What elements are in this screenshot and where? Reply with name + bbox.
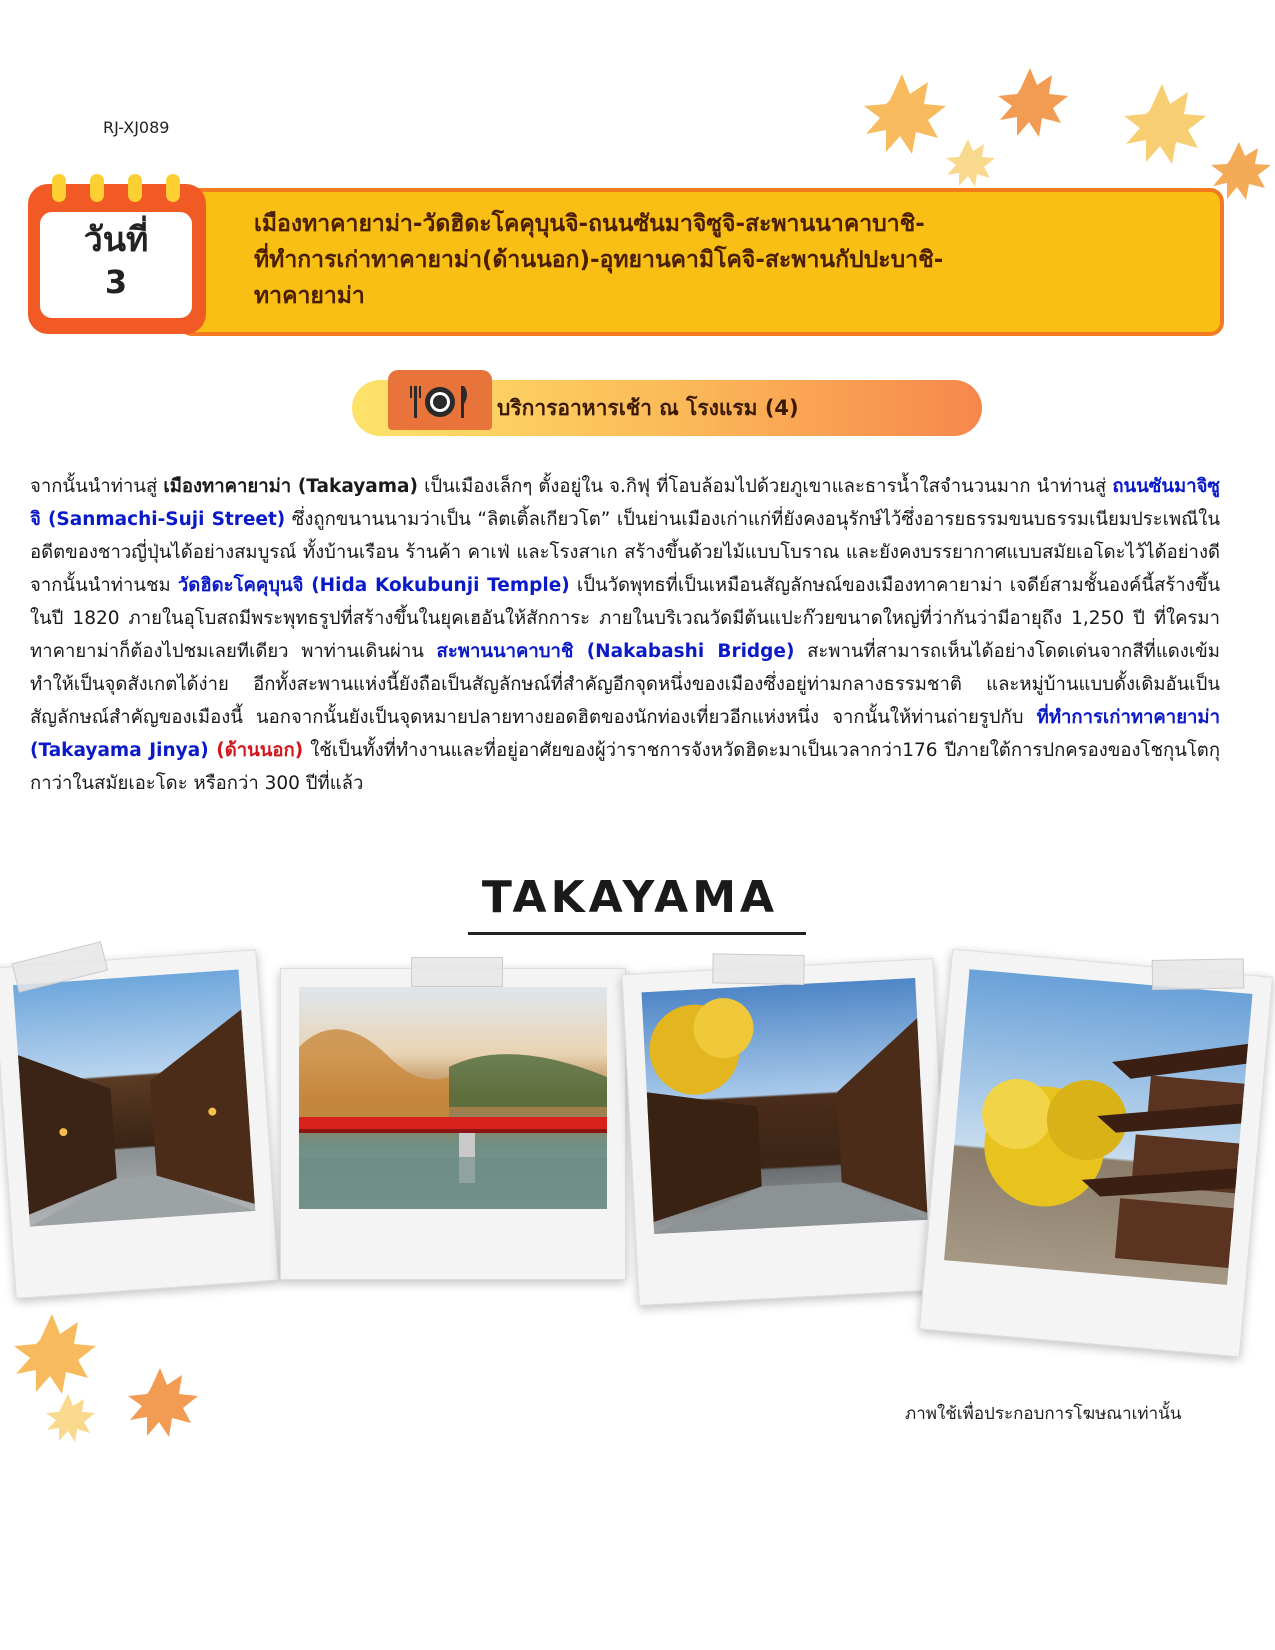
- outside-only-note: (ด้านนอก): [208, 740, 304, 761]
- photo-tape: [411, 957, 503, 987]
- place-sanmachi-suji: ถนนซันมาจิซูจิ (Sanmachi-Suji Street): [30, 476, 1220, 530]
- maple-leaves-bottom-left: [0, 1280, 260, 1450]
- day-banner: [28, 184, 1218, 336]
- day-title-line-3: ทาคายาม่า: [254, 283, 365, 309]
- day-description: [30, 470, 1220, 800]
- calendar-ring: [90, 174, 104, 202]
- plate-fork-knife-icon: [406, 382, 474, 422]
- photo-tape: [712, 953, 805, 985]
- calendar-icon: [28, 184, 206, 334]
- day-number: 3: [104, 263, 128, 301]
- day-title: [254, 206, 1114, 314]
- nakabashi-bridge-image: [299, 987, 607, 1209]
- photo-tape: [1152, 958, 1245, 990]
- body-text-segment: ซึ่งถูกขนานนามว่าเป็น “ลิตเติ้ลเกียวโต” เป็นย่านเมืองเก่าแก่ที่ยังคงอนุรักษ์ไว้ซึ่งอารยธรรมขนบธรรมเนียมประเพณีในอดีตของชาวญี่ปุ่นได้อย่างสมบูรณ์ ทั้งบ้านเรือน ร้านค้า คาเฟ่ และโรงสาเก สร้างขึ้นด้วยไม้แบบโบราณ และยังคงบรรยากาศแบบสมัยเอโดะไว้ได้อย่างดี จากนั้นนำท่านชม: [30, 509, 1220, 596]
- body-text-segment: เป็นเมืองเล็กๆ ตั้งอยู่ใน จ.กิฟุ ที่โอบล้อมไปด้วยภูเขาและธารน้ำใสจำนวนมาก นำท่านสู่: [418, 476, 1113, 497]
- place-hida-kokubunji: วัดฮิดะโคคุบุนจิ (Hida Kokubunji Temple): [177, 575, 570, 596]
- place-nakabashi-bridge: สะพานนาคาบาชิ (Nakabashi Bridge): [436, 641, 795, 662]
- photo-old-street: [0, 949, 279, 1299]
- day-label: วันที่: [83, 220, 149, 260]
- takayama-heading: TAKAYAMA: [481, 872, 779, 923]
- meal-text: บริการอาหารเช้า ณ โรงแรม (4): [497, 396, 799, 420]
- body-text-segment: สะพานที่สามารถเห็นได้อย่างโดดเด่นจากสีที่แดงเข้ม ทำให้เป็นจุดสังเกตได้ง่าย อีกทั้งสะพานแห่งนี้ยังถือเป็นสัญลักษณ์ที่สำคัญอีกจุดหนึ่งของเมืองซึ่งอยู่ท่ามกลางธรรมชาติ และหมู่บ้านแบบดั้งเดิมอันเป็นสัญลักษณ์สำคัญของเมืองนี้ นอกจากนั้นยังเป็นจุดหมายปลายทางยอดฮิตของนักท่องเที่ยวอีกแห่งหนึ่ง จากนั้นให้ท่านถ่ายรูปกับ: [30, 641, 1220, 728]
- place-takayama: เมืองทาคายาม่า (Takayama): [163, 476, 418, 497]
- calendar-ring: [52, 174, 66, 202]
- photo-ginkgo-street: [622, 958, 951, 1306]
- calendar-page: [40, 212, 192, 318]
- ginkgo-street-image: [641, 978, 927, 1234]
- calendar-ring: [166, 174, 180, 202]
- hida-kokubunji-image: [944, 969, 1252, 1285]
- photo-nakabashi-bridge: [280, 968, 626, 1280]
- tour-code: RJ-XJ089: [103, 118, 170, 137]
- heading-underline: [468, 932, 806, 935]
- calendar-ring: [128, 174, 142, 202]
- day-title-line-1: เมืองทาคายาม่า-วัดฮิดะโคคุบุนจิ-ถนนซันมาจิซูจิ-สะพานนาคาบาชิ-: [254, 211, 925, 237]
- photo-hida-kokubunji: [919, 949, 1273, 1358]
- place-takayama-jinya: ที่ทำการเก่าทาคายาม่า (Takayama Jinya): [30, 707, 1220, 761]
- body-text-segment: ใช้เป็นทั้งที่ทำงานและที่อยู่อาศัยของผู้ว่าราชการจังหวัดฮิดะมาเป็นเวลากว่า176 ปีภายใต้การปกครองของโชกุนโตกุกาว่าในสมัยเอะโดะ หรือกว่า 300 ปีที่แล้ว: [30, 740, 1221, 794]
- advertising-disclaimer: ภาพใช้เพื่อประกอบการโฆษณาเท่านั้น: [905, 1404, 1182, 1424]
- body-text-segment: เป็นวัดพุทธที่เป็นเหมือนสัญลักษณ์ของเมืองทาคายาม่า เจดีย์สามชั้นองค์นี้สร้างขึ้นในปี 1820 ภายในอุโบสถมีพระพุทธรูปที่สร้างขึ้นในยุคเฮอันให้สักการะ ภายในบริเวณวัดมีต้นแปะก๊วยขนาดใหญ่ที่ว่ากันว่ามีอายุถึง 1,250 ปี ที่ใครมาทาคายาม่าก็ต้องไปชมเลยทีเดียว พาท่านเดินผ่าน: [30, 575, 1221, 662]
- meal-banner: [352, 370, 982, 438]
- old-street-image: [13, 969, 255, 1226]
- maple-leaves-top-right: [850, 60, 1270, 200]
- day-title-line-2: ที่ทำการเก่าทาคายาม่า(ด้านนอก)-อุทยานคามิโคจิ-สะพานกัปปะบาชิ-: [254, 247, 944, 273]
- body-text-segment: จากนั้นนำท่านสู่: [30, 476, 164, 497]
